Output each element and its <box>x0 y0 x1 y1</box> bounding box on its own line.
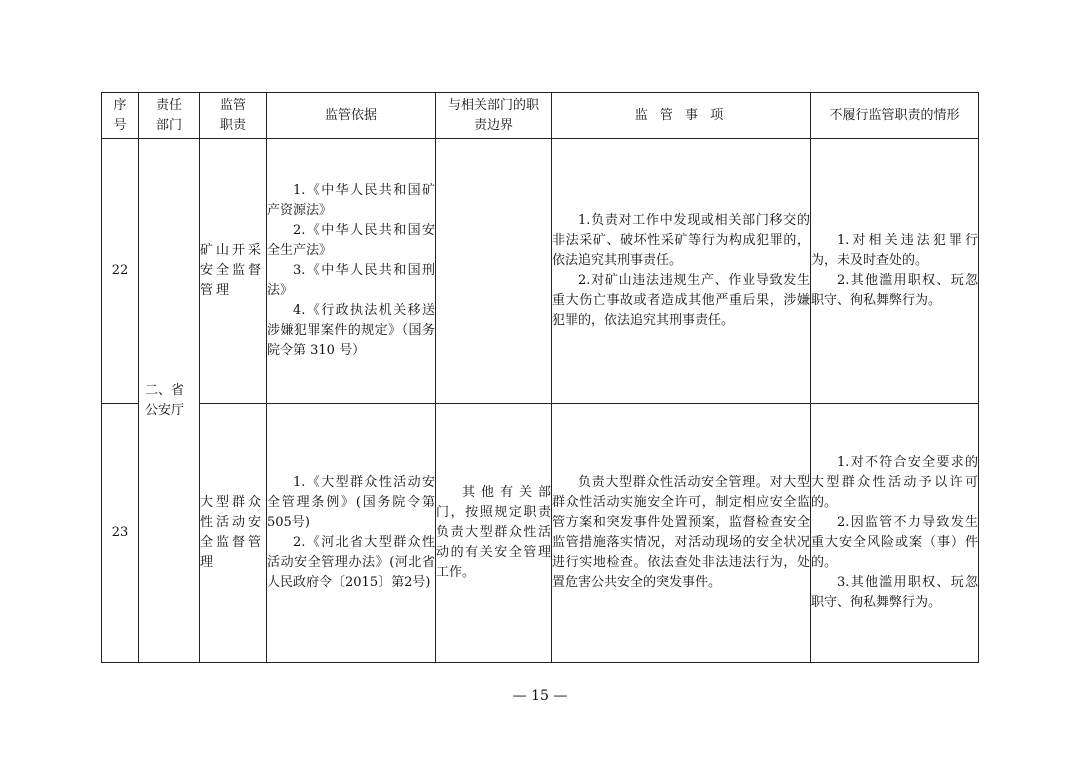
row-seq: 23 <box>102 404 139 663</box>
header-failure: 不履行监管职责的情形 <box>811 93 979 139</box>
header-dept: 责任部门 <box>139 93 200 139</box>
matter-item: 1.负责对工作中发现或相关部门移交的非法采矿、破坏性采矿等行为构成犯罪的，依法追究其刑事责任。 <box>552 213 810 268</box>
header-boundary: 与相关部门的职责边界 <box>436 93 552 139</box>
basis-item: 1.《中华人民共和国矿产资源法》 <box>267 183 435 218</box>
header-basis: 监管依据 <box>267 93 436 139</box>
header-row <box>102 93 979 139</box>
row-basis <box>267 139 436 404</box>
table-row <box>102 404 979 663</box>
failure-item: 1.对相关违法犯罪行为，未及时查处的。 <box>811 233 978 268</box>
row-duty: 矿山开采安全监督管理 <box>200 139 267 404</box>
basis-item: 2.《中华人民共和国安全生产法》 <box>267 223 435 258</box>
basis-item: 2.《河北省大型群众性活动安全管理办法》(河北省人民政府令〔2015〕第2号) <box>267 535 435 590</box>
failure-item: 2.因监管不力导致发生重大安全风险或案（事）件的。 <box>811 515 978 570</box>
row-seq: 22 <box>102 139 139 404</box>
header-seq: 序号 <box>102 93 139 139</box>
failure-item: 3.其他滥用职权、玩忽职守、徇私舞弊行为。 <box>811 575 978 610</box>
failure-item: 2.其他滥用职权、玩忽职守、徇私舞弊行为。 <box>811 273 978 308</box>
row-boundary <box>436 404 552 663</box>
matter-item: 负责大型群众性活动安全管理。对大型群众性活动实施安全许可，制定相应安全监管方案和突发事件处置预案，监督检查安全监管措施落实情况，对活动现场的安全状况进行实地检查。依法查处非法违法行为，处置危害公共安全的突发事件。 <box>552 475 810 590</box>
basis-item: 1.《大型群众性活动安全管理条例》(国务院令第505号) <box>267 475 435 530</box>
page-number: — 15 — <box>512 688 568 704</box>
row-matters <box>552 404 811 663</box>
matter-item: 2.对矿山违法违规生产、作业导致发生重大伤亡事故或者造成其他严重后果，涉嫌犯罪的，依法追究其刑事责任。 <box>552 273 810 328</box>
boundary-text: 其他有关部门，按照规定职责负责大型群众性活动的有关安全管理工作。 <box>436 485 551 580</box>
row-failure <box>811 404 979 663</box>
table-row <box>102 139 979 404</box>
header-duty: 监管职责 <box>200 93 267 139</box>
basis-item: 4.《行政执法机关移送涉嫌犯罪案件的规定》（国务院令第 310 号） <box>267 303 435 358</box>
row-failure <box>811 139 979 404</box>
row-basis <box>267 404 436 663</box>
failure-item: 1.对不符合安全要求的大型群众性活动予以许可的。 <box>811 455 978 510</box>
responsible-dept: 二、省公安厅 <box>139 139 200 663</box>
basis-item: 3.《中华人民共和国刑法》 <box>267 263 435 298</box>
header-matters: 监 管 事 项 <box>552 93 811 139</box>
regulatory-duty-table <box>101 92 979 663</box>
row-matters <box>552 139 811 404</box>
row-boundary <box>436 139 552 404</box>
row-duty: 大型群众性活动安全监督管理 <box>200 404 267 663</box>
